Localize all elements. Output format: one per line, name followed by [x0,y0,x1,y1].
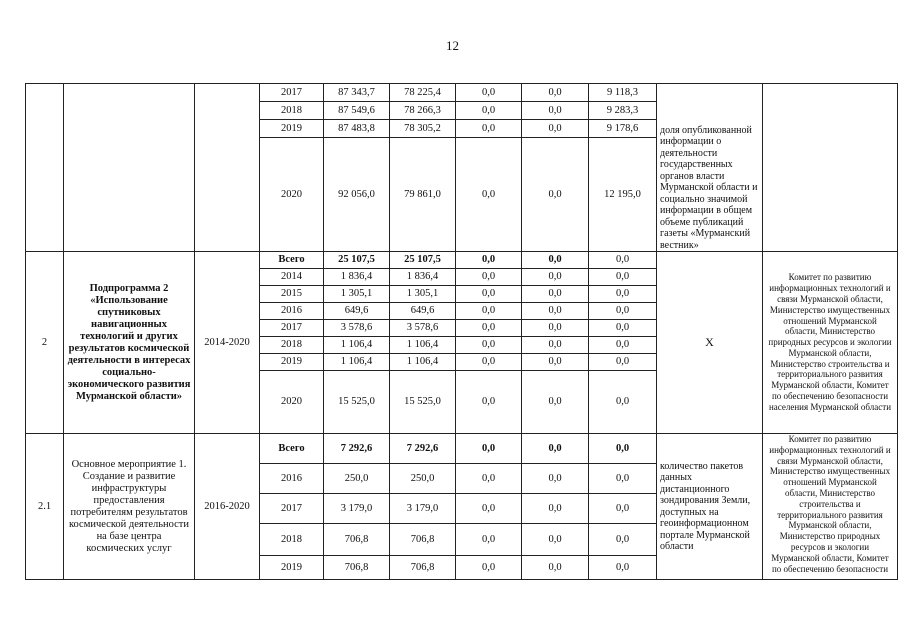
total-cell: 1 106,4 [324,337,390,354]
federal-budget-cell: 0,0 [456,102,522,120]
regional-budget-cell: 79 861,0 [390,138,456,252]
local-budget-cell: 0,0 [522,371,589,434]
other-sources-cell: 0,0 [589,320,657,337]
total-cell: 1 305,1 [324,286,390,303]
year-cell: 2020 [260,138,324,252]
federal-budget-cell: 0,0 [456,138,522,252]
local-budget-cell: 0,0 [522,120,589,138]
total-cell: 25 107,5 [324,252,390,269]
regional-budget-cell: 7 292,6 [390,434,456,464]
responsible-cell [763,434,898,580]
total-cell: 87 549,6 [324,102,390,120]
local-budget-cell: 0,0 [522,464,589,494]
year-cell: 2019 [260,556,324,580]
indicator-text: Х [705,334,714,349]
page-number: 12 [446,38,459,53]
local-budget-cell: 0,0 [522,354,589,371]
other-sources-cell: 0,0 [589,524,657,556]
responsible-cell [763,252,898,434]
local-budget-cell: 0,0 [522,138,589,252]
other-sources-cell: 0,0 [589,556,657,580]
regional-budget-cell: 1 106,4 [390,354,456,371]
local-budget-cell: 0,0 [522,434,589,464]
other-sources-cell: 9 283,3 [589,102,657,120]
federal-budget-cell: 0,0 [456,524,522,556]
table-row [26,434,898,464]
other-sources-cell: 12 195,0 [589,138,657,252]
other-sources-cell: 0,0 [589,434,657,464]
total-cell: 706,8 [324,524,390,556]
year-cell: 2018 [260,524,324,556]
other-sources-cell: 9 178,6 [589,120,657,138]
table-row [26,84,898,102]
subprogram-name-cell: Подпрограмма 2 «Использование спутниковых навигационных технологий и других результатов космической деятельности в интересах социально-экономического развития Мурманской области» [64,252,195,434]
year-cell: 2017 [260,84,324,102]
other-sources-cell: 0,0 [589,354,657,371]
local-budget-cell: 0,0 [522,84,589,102]
other-sources-cell: 0,0 [589,337,657,354]
local-budget-cell: 0,0 [522,286,589,303]
federal-budget-cell: 0,0 [456,269,522,286]
indicator-text: количество пакетов данных дистанционного зондирования Земли, доступных на геоинформационном портале Мурманской области [660,460,751,552]
regional-budget-cell: 78 266,3 [390,102,456,120]
other-sources-cell: 0,0 [589,252,657,269]
regional-budget-cell: 78 225,4 [390,84,456,102]
other-sources-cell: 0,0 [589,494,657,524]
local-budget-cell: 0,0 [522,556,589,580]
regional-budget-cell: 15 525,0 [390,371,456,434]
total-cell: 3 179,0 [324,494,390,524]
other-sources-cell: 0,0 [589,371,657,434]
federal-budget-cell: 0,0 [456,303,522,320]
period-cell: 2016-2020 [195,434,260,580]
regional-budget-cell: 706,8 [390,524,456,556]
total-cell: 649,6 [324,303,390,320]
row-number-cell: 2 [26,252,64,434]
local-budget-cell: 0,0 [522,303,589,320]
federal-budget-cell: 0,0 [456,252,522,269]
responsible-text: Комитет по развитию информационных технологий и связи Мурманской области, Министерство имущественных отношений Мурманской области, Министерство строительства и территориального развития Мурманской области, Министерство природных ресурсов и экологии Мурманской области, Комитет по обеспечению безопасности [769,434,891,574]
total-cell: 3 578,6 [324,320,390,337]
federal-budget-cell: 0,0 [456,84,522,102]
federal-budget-cell: 0,0 [456,494,522,524]
year-cell: Всего [260,434,324,464]
total-cell: 87 483,8 [324,120,390,138]
total-cell: 1 106,4 [324,354,390,371]
total-cell: 92 056,0 [324,138,390,252]
indicator-text: доля опубликованной информации о деятельности государственных органов власти Мурманской области и социально значимой информации в общем объеме публикаций газеты «Мурманский вестник» [660,124,758,251]
year-cell: 2018 [260,337,324,354]
federal-budget-cell: 0,0 [456,464,522,494]
indicator-cell [657,252,763,434]
measure-name-cell: Основное мероприятие 1. Создание и развитие инфраструктуры предоставления потребителям результатов космической деятельности на базе центра космических услуг [64,434,195,580]
federal-budget-cell: 0,0 [456,120,522,138]
regional-budget-cell: 25 107,5 [390,252,456,269]
local-budget-cell: 0,0 [522,320,589,337]
year-cell: 2018 [260,102,324,120]
federal-budget-cell: 0,0 [456,371,522,434]
responsible-text: Комитет по развитию информационных технологий и связи Мурманской области, Министерство имущественных отношений Мурманской области, Министерство природных ресурсов и экологии Мурманской области, Министерство строительства и территориального развития Мурманской области, Комитет по обеспечению безопасности населения Мурманской области [768,272,892,412]
year-cell: 2019 [260,354,324,371]
year-cell: 2014 [260,269,324,286]
local-budget-cell: 0,0 [522,102,589,120]
federal-budget-cell: 0,0 [456,434,522,464]
regional-budget-cell: 1 305,1 [390,286,456,303]
indicator-cell [657,434,763,580]
total-cell: 15 525,0 [324,371,390,434]
table-row [26,252,898,269]
regional-budget-cell: 1 106,4 [390,337,456,354]
other-sources-cell: 0,0 [589,286,657,303]
regional-budget-cell: 1 836,4 [390,269,456,286]
regional-budget-cell: 78 305,2 [390,120,456,138]
year-cell: 2020 [260,371,324,434]
period-cell [195,84,260,252]
total-cell: 706,8 [324,556,390,580]
period-cell: 2014-2020 [195,252,260,434]
total-cell: 7 292,6 [324,434,390,464]
federal-budget-cell: 0,0 [456,354,522,371]
local-budget-cell: 0,0 [522,337,589,354]
year-cell: Всего [260,252,324,269]
other-sources-cell: 0,0 [589,464,657,494]
total-cell: 87 343,7 [324,84,390,102]
indicator-cell [657,84,763,252]
regional-budget-cell: 250,0 [390,464,456,494]
row-number-cell: 2.1 [26,434,64,580]
year-cell: 2017 [260,320,324,337]
regional-budget-cell: 3 578,6 [390,320,456,337]
regional-budget-cell: 649,6 [390,303,456,320]
federal-budget-cell: 0,0 [456,286,522,303]
total-cell: 1 836,4 [324,269,390,286]
row-number-cell [26,84,64,252]
other-sources-cell: 0,0 [589,303,657,320]
budget-table [25,83,898,580]
regional-budget-cell: 706,8 [390,556,456,580]
local-budget-cell: 0,0 [522,269,589,286]
total-cell: 250,0 [324,464,390,494]
other-sources-cell: 9 118,3 [589,84,657,102]
year-cell: 2016 [260,464,324,494]
federal-budget-cell: 0,0 [456,556,522,580]
responsible-cell [763,84,898,252]
other-sources-cell: 0,0 [589,269,657,286]
year-cell: 2016 [260,303,324,320]
year-cell: 2019 [260,120,324,138]
local-budget-cell: 0,0 [522,524,589,556]
federal-budget-cell: 0,0 [456,320,522,337]
federal-budget-cell: 0,0 [456,337,522,354]
local-budget-cell: 0,0 [522,252,589,269]
year-cell: 2017 [260,494,324,524]
year-cell: 2015 [260,286,324,303]
local-budget-cell: 0,0 [522,494,589,524]
measure-name-cell [64,84,195,252]
regional-budget-cell: 3 179,0 [390,494,456,524]
